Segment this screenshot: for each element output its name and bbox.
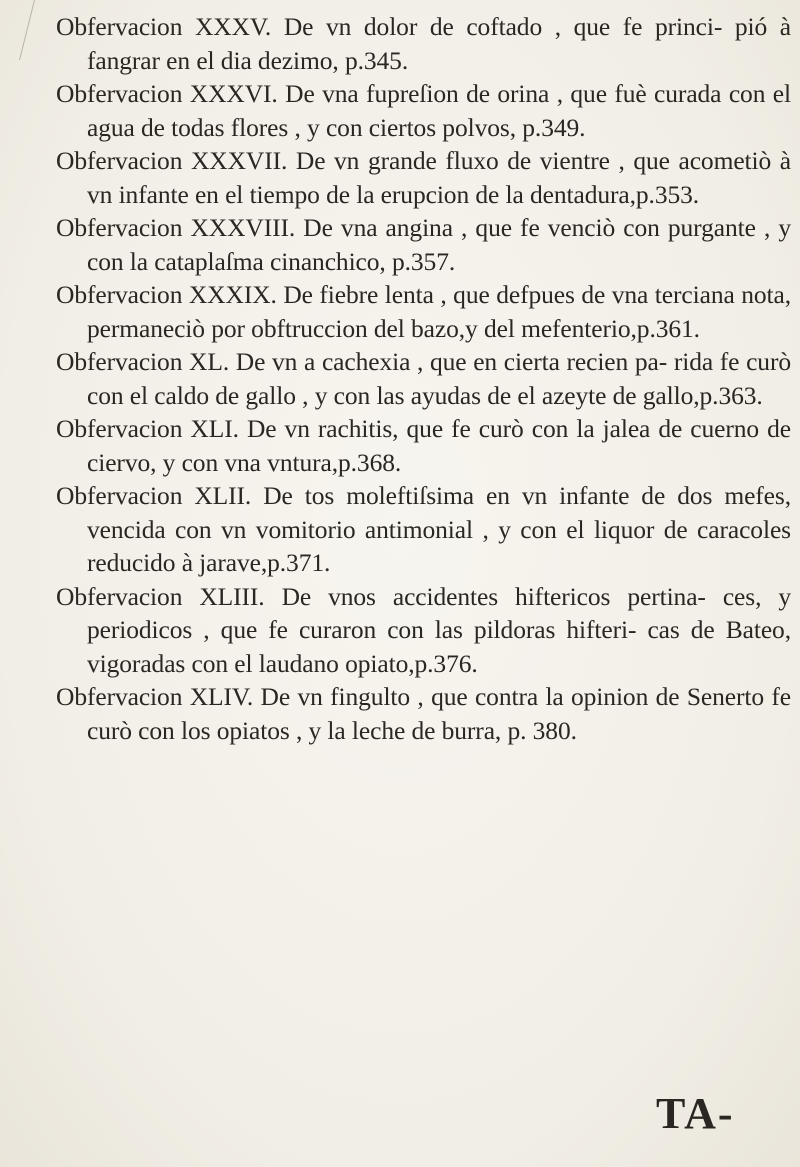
index-entry-39: Obfervacion XXXIX. De fiebre lenta , que defpues de vna terciana nota, permaneciò por obftruccion del bazo,y del mefenterio,p.361. [56,280,791,343]
index-entry-41: Obfervacion XLI. De vn rachitis, que fe curò con la jalea de cuerno de ciervo, y con vna vntura,p.368. [56,414,791,477]
index-entry-40: Obfervacion XL. De vn a cachexia , que en cierta recien pa- rida fe curò con el caldo de gallo , y con las ayudas de el azeyte de gallo,p.363. [56,347,791,410]
index-entry-35: Obfervacion XXXV. De vn dolor de coftado , que fe princi- pió à fangrar en el dia dezimo, p.345. [56,12,791,75]
index-entry-38: Obfervacion XXXVIII. De vna angina , que fe venciò con purgante , y con la cataplaſma cinanchico, p.357. [56,213,791,276]
index-entry-44: Obfervacion XLIV. De vn fingulto , que contra la opinion de Senerto fe curò con los opiatos , y la leche de burra, p. 380. [56,682,791,745]
observation-index-list [56,10,791,747]
index-entry-42: Obfervacion XLII. De tos moleftiſsima en vn infante de dos mefes, vencida con vn vomitorio antimonial , y con el liquor de caracoles reducido à jarave,p.371. [56,481,791,577]
index-entry-36: Obfervacion XXXVI. De vna fupreſion de orina , que fuè curada con el agua de todas flores , y con ciertos polvos, p.349. [56,79,791,142]
page-corner-fold [0,0,35,60]
catchword: TA- [656,1089,735,1138]
index-entry-43: Obfervacion XLIII. De vnos accidentes hiftericos pertina- ces, y periodicos , que fe curaron con las pildoras hifteri- cas de Bateo, vigoradas con el laudano opiato,p.376. [56,581,791,678]
index-entry-37: Obfervacion XXXVII. De vn grande fluxo de vientre , que acometiò à vn infante en el tiempo de la erupcion de la dentadura,p.353. [56,146,791,209]
